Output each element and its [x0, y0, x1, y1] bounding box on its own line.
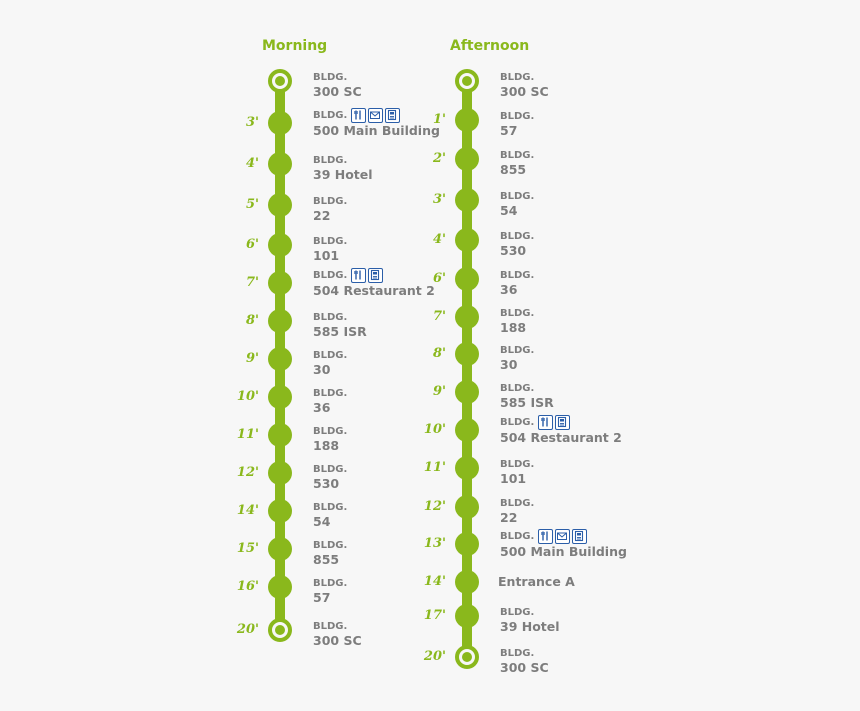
- stop-name: 504 Restaurant 2: [313, 283, 435, 298]
- stop-label: [313, 312, 367, 339]
- stop-marker: [268, 347, 292, 371]
- stop-marker: [268, 152, 292, 176]
- building-prefix: [313, 426, 347, 438]
- building-prefix-text: BLDG.: [313, 109, 348, 121]
- stop-label: [500, 345, 534, 372]
- building-prefix-text: BLDG.: [313, 236, 348, 247]
- stop-marker: [455, 380, 479, 404]
- stop-marker: [455, 604, 479, 628]
- stop-label: [313, 155, 373, 182]
- stop-name: 39 Hotel: [313, 167, 373, 182]
- stop-time: 4': [432, 232, 446, 247]
- building-prefix: [313, 578, 347, 590]
- stop-time: 14': [236, 503, 259, 518]
- stop-label: [498, 574, 575, 589]
- building-prefix: [313, 350, 347, 362]
- stop-time: 10': [423, 422, 446, 437]
- building-prefix-text: BLDG.: [500, 191, 535, 202]
- stop-time: 7': [432, 309, 446, 324]
- atm-icon: [385, 108, 400, 123]
- stop-marker: [268, 423, 292, 447]
- building-prefix-text: BLDG.: [313, 464, 348, 475]
- stop-label: [500, 529, 627, 559]
- stop-time: 12': [236, 465, 259, 480]
- stop-time: 2': [432, 151, 446, 166]
- stop-name: 855: [313, 552, 340, 567]
- stop-marker: [268, 193, 292, 217]
- stop-label: [313, 578, 347, 605]
- stop-name: 500 Main Building: [313, 123, 440, 138]
- building-prefix: [500, 191, 534, 203]
- stop-marker: [268, 111, 292, 135]
- stop-time: 15': [236, 541, 259, 556]
- building-prefix: [313, 196, 347, 208]
- stop-time: 20': [423, 649, 446, 664]
- stop-marker: [268, 271, 292, 295]
- stop-time: 4': [245, 156, 259, 171]
- stop-label: [313, 388, 347, 415]
- stop-name: 36: [500, 282, 518, 297]
- building-prefix: [500, 529, 627, 544]
- building-prefix-text: BLDG.: [500, 607, 535, 618]
- stop-label: [313, 540, 347, 567]
- stop-time: 9': [245, 351, 259, 366]
- stop-label: [313, 236, 347, 263]
- building-prefix-text: BLDG.: [313, 350, 348, 361]
- stop-marker: [268, 233, 292, 257]
- amenity-icons: [351, 108, 400, 123]
- building-prefix: [500, 607, 560, 619]
- building-prefix: [500, 648, 549, 660]
- stop-name: 504 Restaurant 2: [500, 430, 622, 445]
- building-prefix: [500, 150, 534, 162]
- stop-name: 30: [313, 362, 331, 377]
- amenity-icons: [351, 268, 383, 283]
- stop-marker: [455, 305, 479, 329]
- stop-name: 101: [313, 248, 340, 263]
- stop-marker: [455, 267, 479, 291]
- stop-label: [500, 607, 560, 634]
- building-prefix-text: BLDG.: [313, 72, 348, 83]
- stop-time: 11': [423, 460, 446, 475]
- building-prefix-text: BLDG.: [313, 578, 348, 589]
- atm-icon: [555, 415, 570, 430]
- stop-time: 17': [423, 608, 446, 623]
- stop-marker: [455, 108, 479, 132]
- amenity-icons: [538, 415, 570, 430]
- terminal-stop-marker: [455, 645, 479, 669]
- stop-label: [500, 150, 534, 177]
- stop-marker: [455, 228, 479, 252]
- stop-label: [500, 648, 549, 675]
- building-prefix-text: BLDG.: [500, 150, 535, 161]
- building-prefix-text: BLDG.: [313, 502, 348, 513]
- building-prefix: [313, 502, 347, 514]
- terminal-stop-marker: [268, 618, 292, 642]
- building-prefix: [500, 308, 534, 320]
- stop-marker: [268, 537, 292, 561]
- restaurant-icon: [538, 529, 553, 544]
- building-prefix: [500, 383, 554, 395]
- stop-marker: [268, 499, 292, 523]
- stop-label: [313, 196, 347, 223]
- stop-time: 10': [236, 389, 259, 404]
- stop-name: Entrance A: [498, 574, 575, 589]
- stop-name: 300 SC: [313, 84, 362, 99]
- building-prefix-text: BLDG.: [500, 345, 535, 356]
- stop-label: [313, 464, 347, 491]
- stop-name: 36: [313, 400, 331, 415]
- building-prefix: [500, 111, 534, 123]
- amenity-icons: [538, 529, 587, 544]
- stop-name: 39 Hotel: [500, 619, 560, 634]
- building-prefix-text: BLDG.: [313, 426, 348, 437]
- stop-name: 188: [500, 320, 527, 335]
- building-prefix-text: BLDG.: [500, 270, 535, 281]
- stop-label: [500, 498, 534, 525]
- stop-name: 530: [500, 243, 527, 258]
- stop-time: 20': [236, 622, 259, 637]
- stop-time: 13': [423, 536, 446, 551]
- building-prefix: [313, 72, 362, 84]
- stop-name: 530: [313, 476, 340, 491]
- building-prefix-text: BLDG.: [500, 72, 535, 83]
- stop-label: [500, 415, 622, 445]
- stop-time: 9': [432, 384, 446, 399]
- mail-icon: [368, 108, 383, 123]
- stop-marker: [455, 456, 479, 480]
- stop-name: 300 SC: [500, 660, 549, 675]
- stop-label: [500, 231, 534, 258]
- building-prefix: [313, 155, 373, 167]
- stop-label: [313, 72, 362, 99]
- stop-time: 5': [245, 197, 259, 212]
- building-prefix: [500, 231, 534, 243]
- stop-name: 54: [500, 203, 518, 218]
- stop-time: 1': [432, 112, 446, 127]
- stop-name: 855: [500, 162, 527, 177]
- building-prefix: [500, 415, 622, 430]
- stop-name: 188: [313, 438, 340, 453]
- building-prefix-text: BLDG.: [313, 269, 348, 281]
- terminal-stop-marker: [455, 69, 479, 93]
- restaurant-icon: [538, 415, 553, 430]
- building-prefix: [500, 270, 534, 282]
- stop-name: 57: [313, 590, 331, 605]
- morning-column-title: Morning: [262, 38, 328, 54]
- stop-label: [500, 308, 534, 335]
- atm-icon: [572, 529, 587, 544]
- stop-marker: [268, 575, 292, 599]
- building-prefix: [500, 498, 534, 510]
- building-prefix-text: BLDG.: [500, 308, 535, 319]
- stop-name: 585 ISR: [313, 324, 367, 339]
- building-prefix-text: BLDG.: [500, 459, 535, 470]
- stop-time: 14': [423, 574, 446, 589]
- stop-name: 101: [500, 471, 527, 486]
- stop-label: [500, 270, 534, 297]
- building-prefix-text: BLDG.: [500, 416, 535, 428]
- building-prefix-text: BLDG.: [500, 383, 535, 394]
- stop-marker: [455, 532, 479, 556]
- stop-marker: [268, 461, 292, 485]
- building-prefix: [313, 540, 347, 552]
- stop-time: 12': [423, 499, 446, 514]
- building-prefix-text: BLDG.: [313, 196, 348, 207]
- stop-label: [500, 191, 534, 218]
- stop-time: 6': [245, 237, 259, 252]
- stop-label: [313, 621, 362, 648]
- atm-icon: [368, 268, 383, 283]
- building-prefix: [500, 72, 549, 84]
- stop-name: 30: [500, 357, 518, 372]
- stop-label: [313, 502, 347, 529]
- stop-marker: [455, 570, 479, 594]
- building-prefix-text: BLDG.: [500, 231, 535, 242]
- building-prefix: [313, 236, 347, 248]
- stop-time: 3': [245, 115, 259, 130]
- building-prefix: [500, 345, 534, 357]
- restaurant-icon: [351, 268, 366, 283]
- stop-marker: [455, 188, 479, 212]
- building-prefix: [313, 464, 347, 476]
- stop-name: 54: [313, 514, 331, 529]
- stop-label: [313, 350, 347, 377]
- stop-marker: [268, 309, 292, 333]
- stop-time: 3': [432, 192, 446, 207]
- stop-time: 6': [432, 271, 446, 286]
- stop-marker: [268, 385, 292, 409]
- stop-time: 8': [432, 346, 446, 361]
- building-prefix-text: BLDG.: [313, 388, 348, 399]
- stop-time: 16': [236, 579, 259, 594]
- building-prefix-text: BLDG.: [500, 111, 535, 122]
- stop-label: [500, 459, 534, 486]
- stop-label: [313, 426, 347, 453]
- building-prefix: [313, 621, 362, 633]
- stop-name: 57: [500, 123, 518, 138]
- building-prefix-text: BLDG.: [313, 155, 348, 166]
- building-prefix-text: BLDG.: [500, 648, 535, 659]
- stop-name: 22: [500, 510, 518, 525]
- stop-time: 11': [236, 427, 259, 442]
- building-prefix-text: BLDG.: [313, 621, 348, 632]
- building-prefix: [500, 459, 534, 471]
- building-prefix-text: BLDG.: [500, 530, 535, 542]
- stop-marker: [455, 147, 479, 171]
- building-prefix: [313, 312, 367, 324]
- stop-marker: [455, 418, 479, 442]
- restaurant-icon: [351, 108, 366, 123]
- stop-marker: [455, 495, 479, 519]
- stop-label: [500, 383, 554, 410]
- building-prefix: [313, 388, 347, 400]
- stop-label: [500, 111, 534, 138]
- stop-name: 300 SC: [500, 84, 549, 99]
- stop-time: 8': [245, 313, 259, 328]
- stop-name: 585 ISR: [500, 395, 554, 410]
- stop-name: 22: [313, 208, 331, 223]
- mail-icon: [555, 529, 570, 544]
- terminal-stop-marker: [268, 69, 292, 93]
- afternoon-column-title: Afternoon: [450, 38, 530, 54]
- stop-time: 7': [245, 275, 259, 290]
- building-prefix-text: BLDG.: [313, 540, 348, 551]
- stop-marker: [455, 342, 479, 366]
- building-prefix-text: BLDG.: [313, 312, 348, 323]
- stop-label: [500, 72, 549, 99]
- stop-name: 300 SC: [313, 633, 362, 648]
- stop-name: 500 Main Building: [500, 544, 627, 559]
- building-prefix-text: BLDG.: [500, 498, 535, 509]
